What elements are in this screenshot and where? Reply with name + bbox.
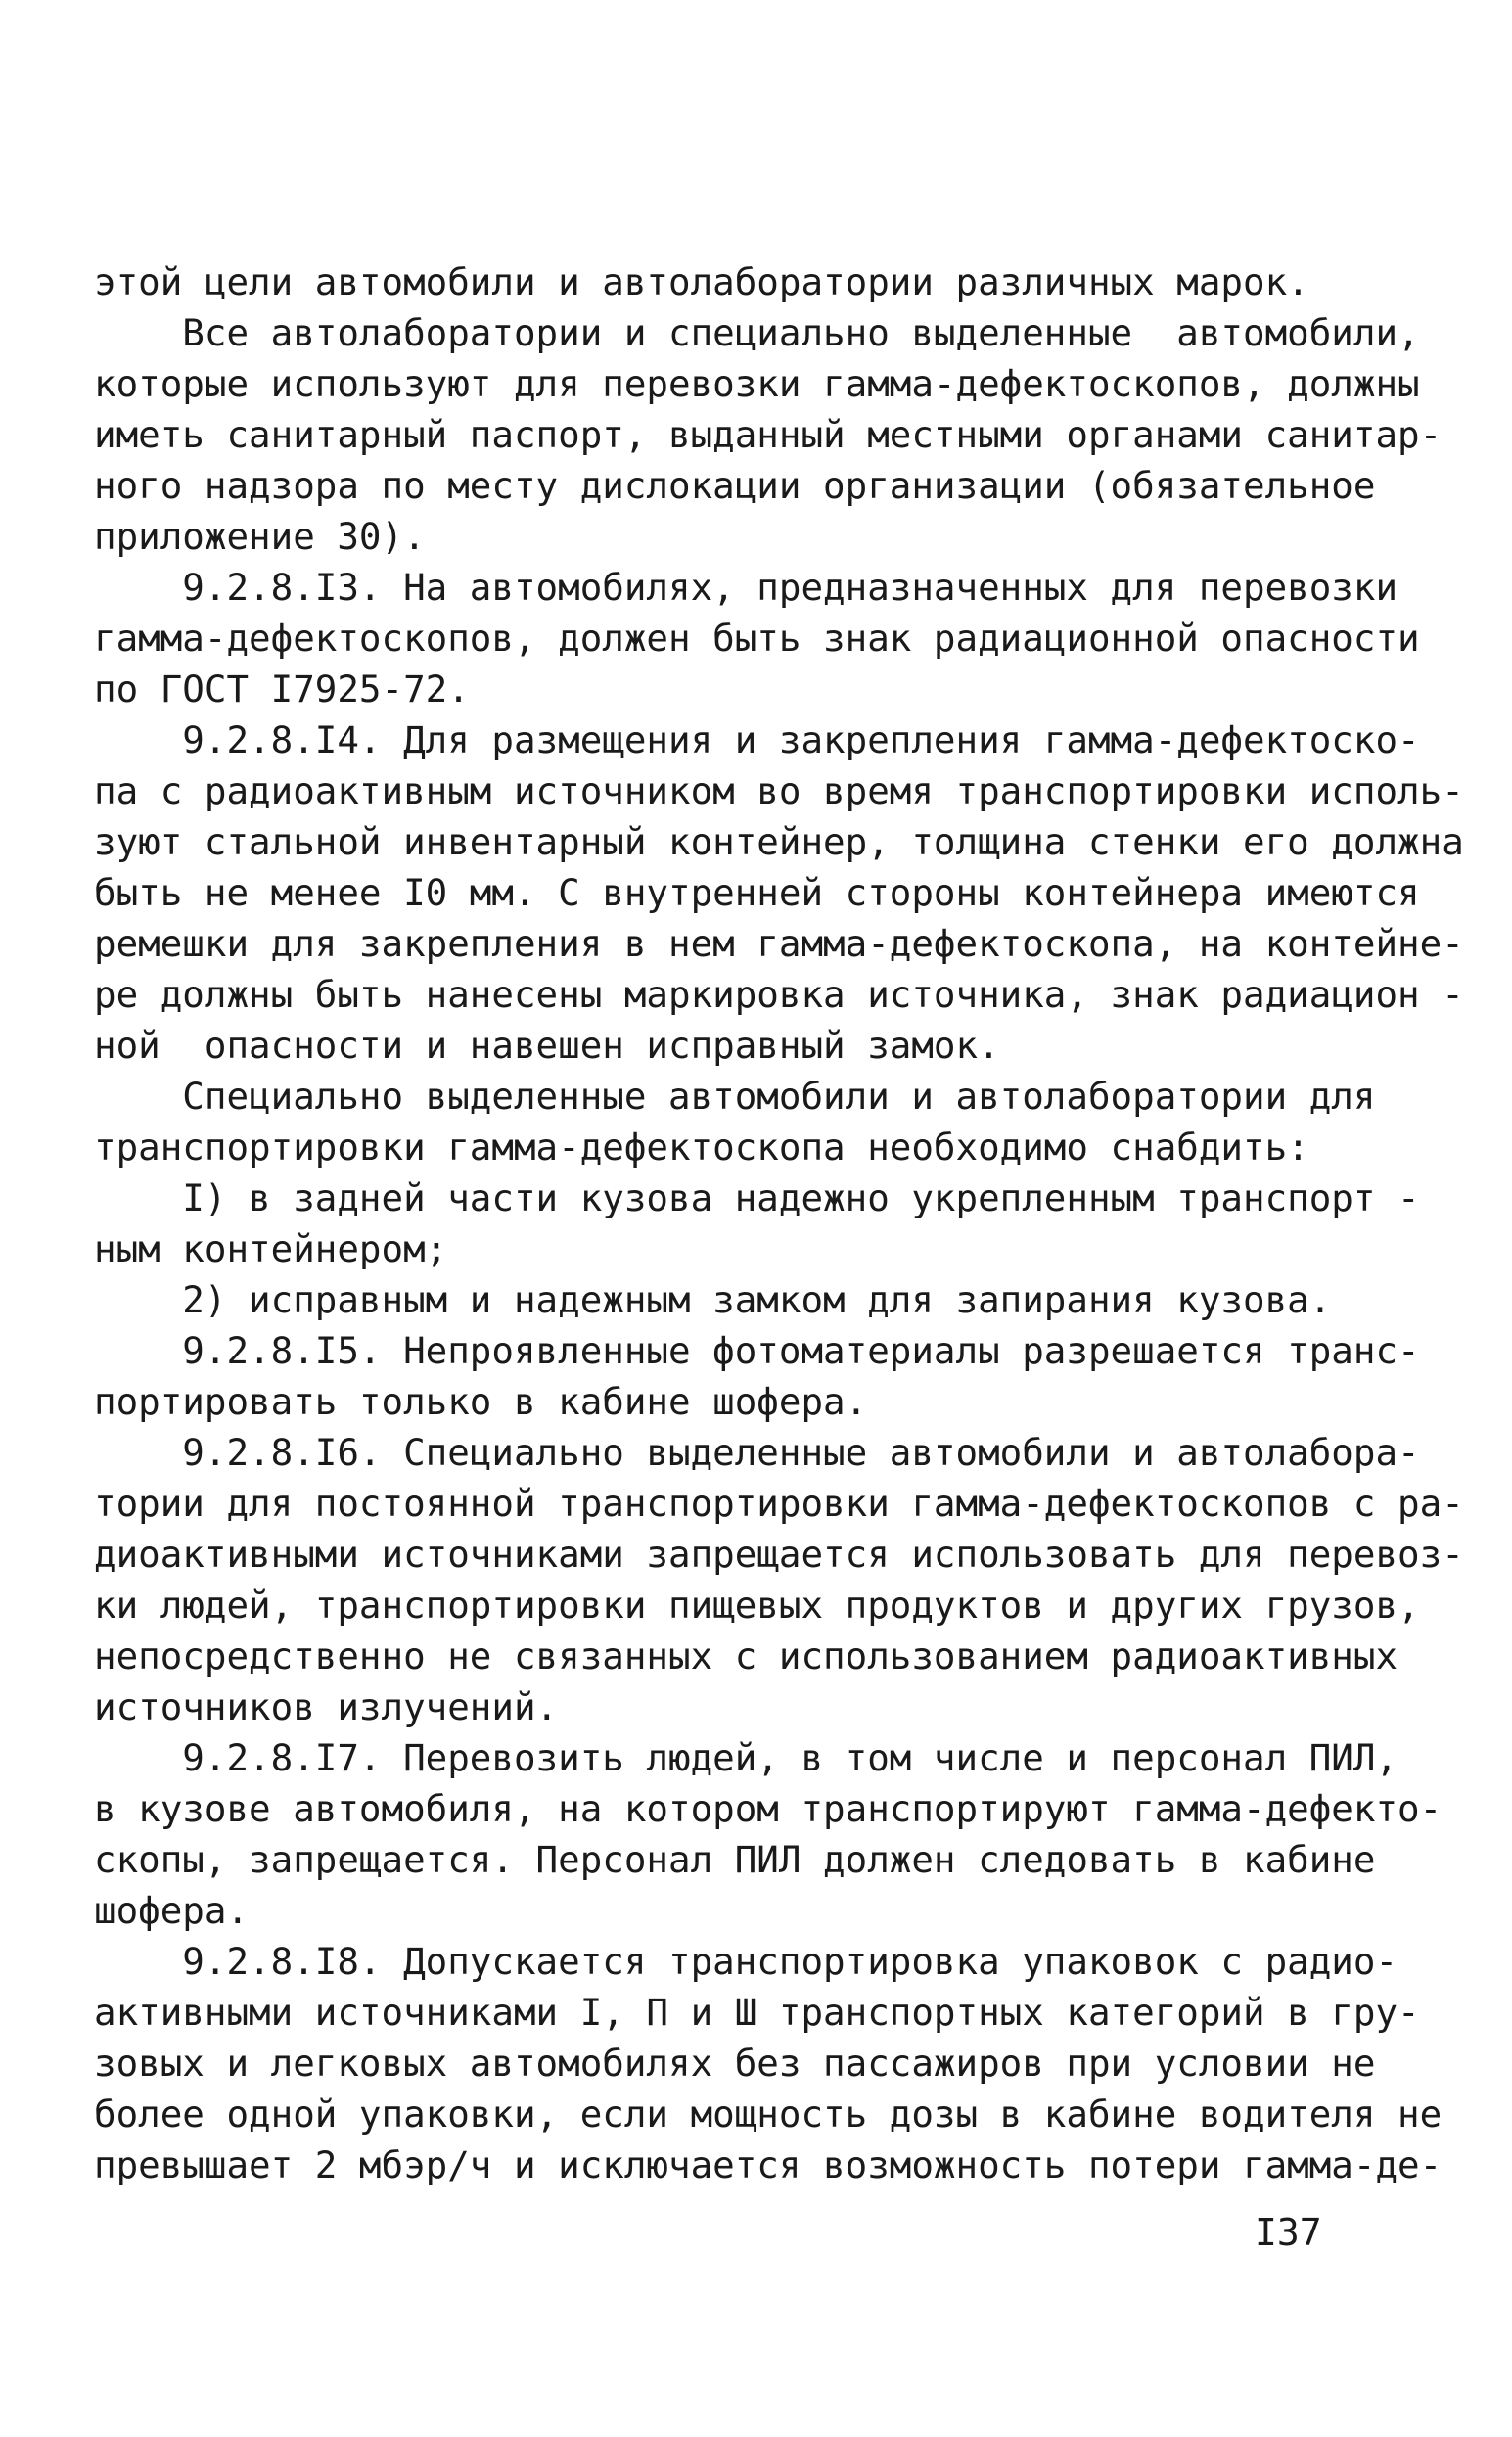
text-line: 2) исправным и надежным замком для запирания кузова. <box>94 1278 1332 1321</box>
text-line: I) в задней части кузова надежно укрепленным транспорт - <box>94 1176 1420 1219</box>
text-line: иметь санитарный паспорт, выданный местными органами санитар- <box>94 413 1443 456</box>
text-line: ным контейнером; <box>94 1227 448 1270</box>
page-number: I37 <box>1255 2211 1322 2254</box>
text-line: 9.2.8.I7. Перевозить людей, в том числе и персонал ПИЛ, <box>94 1736 1398 1779</box>
text-line: приложение 30). <box>94 515 426 558</box>
text-line: ремешки для закрепления в нем гамма-дефектоскопа, на контейне- <box>94 922 1464 965</box>
text-line: гамма-дефектоскопов, должен быть знак радиационной опасности <box>94 617 1420 660</box>
text-line: Все автолаборатории и специально выделенные автомобили, <box>94 311 1420 354</box>
text-line: ной опасности и навешен исправный замок. <box>94 1024 1000 1067</box>
text-line: шофера. <box>94 1889 250 1932</box>
text-line: 9.2.8.I8. Допускается транспортировка упаковок с радио- <box>94 1940 1398 1983</box>
text-line: зуют стальной инвентарный контейнер, толщина стенки его должна <box>94 820 1464 863</box>
text-line: активными источниками I, П и Ш транспортных категорий в гру- <box>94 1991 1420 2034</box>
text-line: Специально выделенные автомобили и автолаборатории для <box>94 1075 1376 1118</box>
text-line: па с радиоактивным источником во время транспортировки исполь- <box>94 769 1464 812</box>
text-line: скопы, запрещается. Персонал ПИЛ должен следовать в кабине <box>94 1838 1376 1881</box>
text-line: 9.2.8.I5. Непроявленные фотоматериалы разрешается транс- <box>94 1329 1420 1372</box>
text-line: транспортировки гамма-дефектоскопа необходимо снабдить: <box>94 1126 1309 1169</box>
text-line: 9.2.8.I4. Для размещения и закрепления гамма-дефектоско- <box>94 718 1420 761</box>
text-line: по ГОСТ I7925-72. <box>94 667 470 711</box>
text-line: 9.2.8.I3. На автомобилях, предназначенных для перевозки <box>94 566 1398 609</box>
text-line: тории для постоянной транспортировки гамма-дефектоскопов с ра- <box>94 1482 1464 1525</box>
text-line: портировать только в кабине шофера. <box>94 1380 868 1423</box>
text-line: этой цели автомобили и автолаборатории различных марок. <box>94 260 1309 303</box>
text-line: зовых и легковых автомобилях без пассажиров при условии не <box>94 2042 1376 2085</box>
text-line: непосредственно не связанных с использованием радиоактивных <box>94 1634 1398 1678</box>
text-line: 9.2.8.I6. Специально выделенные автомобили и автолабора- <box>94 1431 1420 1474</box>
text-line: диоактивными источниками запрещается использовать для перевоз- <box>94 1533 1464 1576</box>
text-line: в кузове автомобиля, на котором транспортируют гамма-дефекто- <box>94 1787 1443 1830</box>
text-line: быть не менее I0 мм. С внутренней стороны контейнера имеются <box>94 871 1420 914</box>
text-line: ки людей, транспортировки пищевых продуктов и других грузов, <box>94 1584 1420 1627</box>
text-line: источников излучений. <box>94 1685 559 1728</box>
text-line: превышает 2 мбэр/ч и исключается возможность потери гамма-де- <box>94 2143 1443 2186</box>
text-line: ре должны быть нанесены маркировка источника, знак радиацион - <box>94 973 1464 1016</box>
text-line: более одной упаковки, если мощность дозы в кабине водителя не <box>94 2092 1443 2136</box>
body-text <box>94 256 1464 2190</box>
text-line: ного надзора по месту дислокации организации (обязательное <box>94 464 1376 507</box>
text-line: которые используют для перевозки гамма-дефектоскопов, должны <box>94 362 1420 405</box>
